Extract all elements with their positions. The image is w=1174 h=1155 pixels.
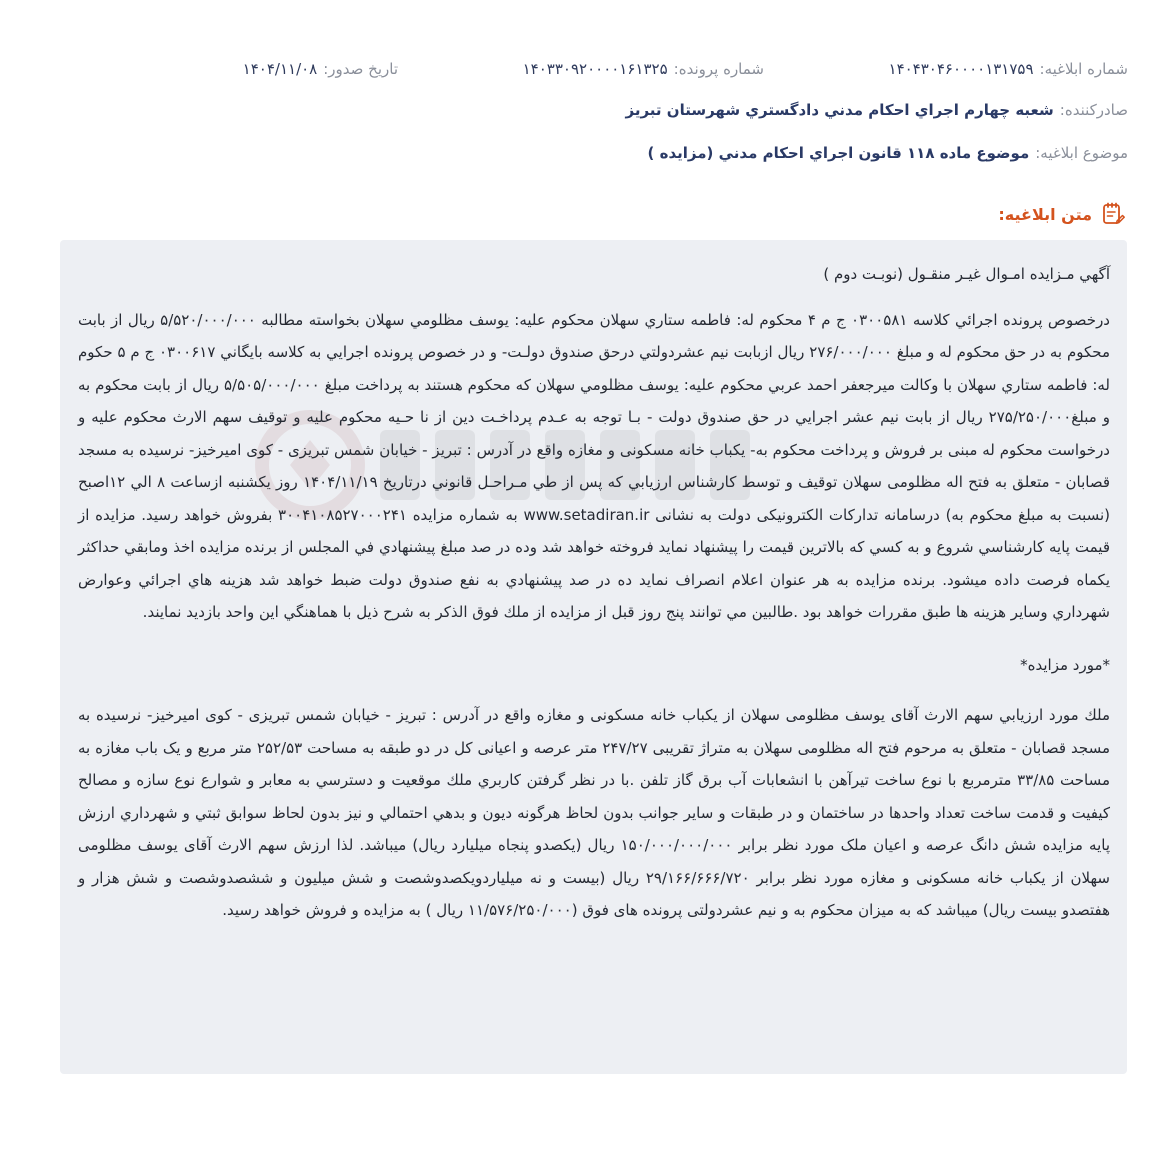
case-number xyxy=(523,58,764,80)
subject-label: موضوع ابلاغیه: xyxy=(1035,144,1128,162)
notification-number-value: ۱۴۰۴۳۰۴۶۰۰۰۰۱۳۱۷۵۹ xyxy=(888,60,1034,78)
issue-date-value: ۱۴۰۴/۱۱/۰۸ xyxy=(242,60,318,78)
issuer-label: صادرکننده: xyxy=(1059,101,1128,119)
notification-number-label: شماره ابلاغیه: xyxy=(1039,60,1128,78)
subject-value: موضوع ماده ۱۱۸ قانون اجراي احكام مدني (مزايده ) xyxy=(647,144,1030,162)
meta-row-subject xyxy=(46,142,1128,164)
notification-text-header xyxy=(998,201,1126,227)
case-number-label: شماره پرونده: xyxy=(673,60,764,78)
meta-row-issuer xyxy=(46,99,1128,121)
issue-date xyxy=(243,58,398,80)
auction-paragraph-1: درخصوص پرونده اجرائي كلاسه ۰۳۰۰۵۸۱ ج م ۴ محكوم له: فاطمه ستاري سهلان محكوم عليه: يوسف مظلومي سهلان بخواسته مطالبه ۵/۵۲۰/۰۰۰/۰۰۰ ريال از بابت محكوم به در حق محكوم له و مبلغ ۲۷۶/۰۰۰/۰۰۰ ريال ازبابت نيم عشردولتي درحق صندوق دولـت- و در خصوص پرونده اجرايي به كلاسه بايگاني ۰۳۰۰۶۱۷ ج م ۵ حكوم له: فاطمه ستاري سهلان با وكالت ميرجعفر احمد عربي محكوم عليه: يوسف مظلومي سهلان كه محكوم هستند به پرداخت مبلغ ۵/۵۰۵/۰۰۰/۰۰۰ ريال از بابت محكوم به و مبلغ۲۷۵/۲۵۰/۰۰۰ ريال از بابت نيم عشر اجرايي در حق صندوق دولت - بـا توجه به عـدم پرداخـت دين از نا حـيه محكوم عليه و توقيف سهم الارث محکوم علیه و درخواست محكوم له مبنی بر فروش و پرداخت محکوم به- يكباب خانه مسكونی و مغازه واقع در آدرس : تبريز - خيابان شمس تبريزی - كوی اميرخيز- نرسيده به مسجد قصابان - متعلق به فتح اله مظلومی سهلان توقيف و توسط كارشناس ارزيابي كه پس از طي مـراحـل قانوني درتاريخ ۱۴۰۴/۱۱/۱۹ روز يكشنبه ازساعت ۸ الي ۱۲اصبح (نسبت به مبلغ محكوم به) درسامانه تداركات الكترونيكی دولت به نشانی www.setadiran.ir به شماره مزایده ۳۰۰۴۱۰۸۵۲۷۰۰۰۲۴۱ بفروش خواهد رسيد. مزايده از قيمت پايه كارشناسي شروع و به كسي كه بالاترين قيمت را پيشنهاد نمايد فروخته خواهد شد وده در صد مبلغ پيشنهادي في المجلس از برنده مزايده اخذ ومابقي حداكثر يكماه فرصت داده ميشود. برنده مزايده به هر عنوان اعلام انصراف نمايد ده در صد پيشنهادي به نفع صندوق دولت ضبط خواهد شد هزينه هاي اجرائي وعوارض شهرداري وساير هزينه ها طبق مقررات خواهد بود .طالبين مي توانند پنج روز قبل از مزايده از ملك فوق الذكر به شرح ذيل با هماهنگي اين واحد بازديد نمايند. xyxy=(78,310,1111,621)
notification-text-title: متن ابلاغیه: xyxy=(998,204,1092,224)
auction-paragraph-2: ملك مورد ارزيابي سهم الارث آقای يوسف مظلومی سهلان از يكباب خانه مسكونی و مغازه واقع در آدرس : تبريز - خيابان شمس تبريزی - كوی اميرخيز- نرسيده به مسجد قصابان - متعلق به مرحوم فتح اله مظلومی سهلان به متراژ تقريبی ۲۴۷/۲۷ متر عرصه و اعيانی كل در دو طبقه به مساحت ۲۵۲/۵۳ متر مربع و يک باب مغازه به مساحت ۳۳/۸۵ مترمربع با نوع ساخت تيرآهن با انشعابات آب برق گاز تلفن .با در نظر گرفتن كاربري ملك موقعيت و دسترسي به معابر و شوارع نوع سازه و مصالح كيفيت و قدمت ساخت تعداد واحدها در ساختمان و در طبقات و ساير جوانب بدون لحاظ هرگونه ديون و بدهي احتمالي و نيز بدون لحاظ سوابق ثبتي و شهرداري ارزش پايه مزايده شش دانگ عرصه و اعيان ملک مورد نظر برابر ۱۵۰/۰۰۰/۰۰۰/۰۰۰ ريال (يكصدو پنجاه ميليارد ريال) ميباشد. لذا ارزش سهم الارث آقای يوسف مظلومی سهلان از يكباب خانه مسكونی و مغازه مورد نظر برابر ۲۹/۱۶۶/۶۶۶/۷۲۰ ريال (بيست و نه ميلياردويكصدوشصت و شش ميليون و ششصدوشصت و شش هزار و هفتصدو بيست ريال) ميباشد كه به ميزان محكوم به و نيم عشردولتی پرونده های فوق (۱۱/۵۷۶/۲۵۰/۰۰۰ ريال ) به مزايده و فروش خواهد رسيد. xyxy=(78,706,1111,919)
auction-subheading: *مورد مزايده* xyxy=(1020,655,1110,674)
notification-text xyxy=(78,258,1110,927)
case-number-value: ۱۴۰۳۳۰۹۲۰۰۰۰۱۶۱۳۲۵ xyxy=(522,60,668,78)
issuer-value: شعبه چهارم اجراي احكام مدني دادگستري شهرستان تبريز xyxy=(625,101,1054,119)
notification-text-box xyxy=(60,240,1127,1074)
auction-heading: آگهي مـزايده امـوال غيـر منقـول (نوبـت دوم ) xyxy=(823,265,1110,283)
issue-date-label: تاریخ صدور: xyxy=(323,60,398,78)
document-edit-icon xyxy=(1100,201,1126,227)
notification-number xyxy=(889,58,1128,80)
